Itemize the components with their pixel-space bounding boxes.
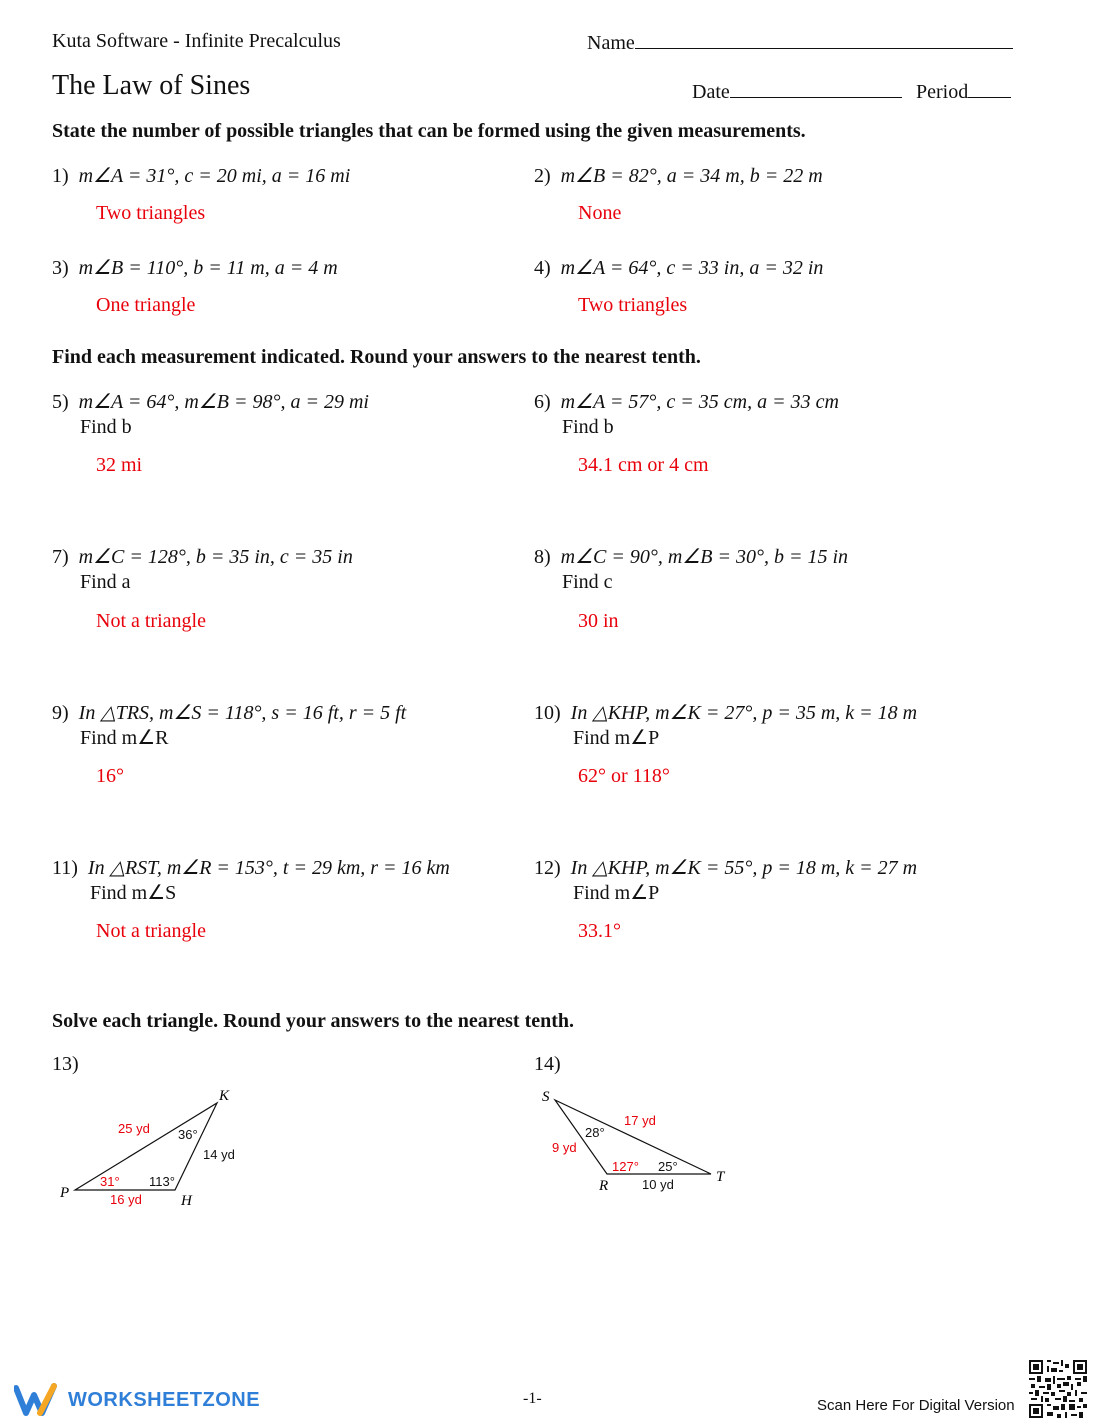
problem-7 bbox=[52, 545, 353, 570]
period-line bbox=[968, 79, 1011, 98]
problem-4 bbox=[534, 256, 823, 281]
problem-number: 3) bbox=[52, 257, 69, 279]
problem-12-find: Find m∠P bbox=[573, 882, 660, 904]
vertex-r-label: R bbox=[599, 1178, 609, 1194]
answer-7: Not a triangle bbox=[96, 610, 206, 632]
problem-10-find: Find m∠P bbox=[573, 727, 660, 749]
name-label: Name bbox=[587, 32, 635, 54]
problem-2 bbox=[534, 164, 823, 189]
answer-1: Two triangles bbox=[96, 202, 206, 224]
problem-14-number: 14) bbox=[534, 1053, 561, 1075]
problem-text: m∠C = 128°, b = 35 in, c = 35 in bbox=[78, 546, 353, 568]
angle-s-label: 28° bbox=[585, 1125, 605, 1140]
problem-11 bbox=[52, 856, 450, 881]
problem-13-number: 13) bbox=[52, 1053, 79, 1075]
problem-text: m∠B = 82°, a = 34 m, b = 22 m bbox=[560, 165, 823, 187]
side-pk-label: 25 yd bbox=[118, 1121, 150, 1136]
problem-11-find: Find m∠S bbox=[90, 882, 177, 904]
problem-number: 6) bbox=[534, 391, 551, 413]
problem-6 bbox=[534, 390, 839, 415]
qr-code-icon[interactable] bbox=[1029, 1360, 1087, 1418]
problem-text: m∠C = 90°, m∠B = 30°, b = 15 in bbox=[560, 546, 849, 568]
vertex-k-label: K bbox=[219, 1088, 230, 1104]
vertex-h-label: H bbox=[181, 1193, 192, 1209]
answer-12: 33.1° bbox=[578, 920, 621, 942]
problem-text: m∠A = 64°, c = 33 in, a = 32 in bbox=[560, 257, 824, 279]
period-field[interactable] bbox=[916, 79, 1011, 104]
answer-2: None bbox=[578, 202, 622, 224]
problem-3 bbox=[52, 256, 338, 281]
angle-k-label: 36° bbox=[178, 1127, 198, 1142]
brand-logo[interactable] bbox=[14, 1383, 260, 1417]
problem-number: 8) bbox=[534, 546, 551, 568]
problem-number: 4) bbox=[534, 257, 551, 279]
problem-number: 2) bbox=[534, 165, 551, 187]
problem-text: m∠B = 110°, b = 11 m, a = 4 m bbox=[78, 257, 338, 279]
answer-9: 16° bbox=[96, 765, 124, 787]
vertex-s-label: S bbox=[542, 1089, 550, 1105]
problem-text: m∠A = 57°, c = 35 cm, a = 33 cm bbox=[560, 391, 839, 413]
vertex-t-label: T bbox=[716, 1169, 725, 1185]
problem-text: In △KHP, m∠K = 55°, p = 18 m, k = 27 m bbox=[570, 857, 918, 879]
answer-11: Not a triangle bbox=[96, 920, 206, 942]
section-instructions-2: Find each measurement indicated. Round your answers to the nearest tenth. bbox=[52, 346, 701, 368]
angle-h-label: 113° bbox=[149, 1174, 175, 1189]
section-instructions-3: Solve each triangle. Round your answers to the nearest tenth. bbox=[52, 1010, 575, 1032]
problem-text: In △TRS, m∠S = 118°, s = 16 ft, r = 5 ft bbox=[78, 702, 407, 724]
page-title: The Law of Sines bbox=[52, 70, 251, 101]
date-label: Date bbox=[692, 81, 730, 103]
problem-1 bbox=[52, 164, 350, 189]
section-instructions-1: State the number of possible triangles that can be formed using the given measurements. bbox=[52, 120, 806, 142]
side-rt-label: 10 yd bbox=[642, 1177, 674, 1192]
answer-5: 32 mi bbox=[96, 454, 143, 476]
side-sr-label: 9 yd bbox=[552, 1140, 577, 1155]
problem-7-find: Find a bbox=[80, 571, 131, 593]
angle-p-label: 31° bbox=[100, 1174, 120, 1189]
answer-4: Two triangles bbox=[578, 294, 688, 316]
problem-8-find: Find c bbox=[562, 571, 613, 593]
vertex-p-label: P bbox=[60, 1185, 70, 1201]
worksheetzone-logo-icon bbox=[14, 1383, 62, 1417]
problem-9 bbox=[52, 701, 406, 726]
answer-6: 34.1 cm or 4 cm bbox=[578, 454, 709, 476]
triangle-13-shape bbox=[75, 1103, 217, 1190]
problem-number: 7) bbox=[52, 546, 69, 568]
problem-number: 1) bbox=[52, 165, 69, 187]
brand-name bbox=[68, 1389, 260, 1412]
problem-text: In △KHP, m∠K = 27°, p = 35 m, k = 18 m bbox=[570, 702, 918, 724]
brand-name-text: WORKSHEETZONE bbox=[68, 1388, 261, 1411]
problem-number: 5) bbox=[52, 391, 69, 413]
problem-8 bbox=[534, 545, 848, 570]
name-field[interactable] bbox=[587, 30, 1013, 55]
problem-5 bbox=[52, 390, 369, 415]
problem-text: m∠A = 64°, m∠B = 98°, a = 29 mi bbox=[78, 391, 369, 413]
name-line bbox=[635, 30, 1013, 49]
answer-8: 30 in bbox=[578, 610, 619, 632]
angle-r-label: 127° bbox=[612, 1159, 639, 1174]
side-ph-label: 16 yd bbox=[110, 1192, 142, 1207]
problem-5-find: Find b bbox=[80, 416, 132, 438]
problem-number: 11) bbox=[52, 857, 78, 879]
period-label: Period bbox=[916, 81, 969, 103]
triangle-13-diagram bbox=[50, 1080, 270, 1215]
problem-text: m∠A = 31°, c = 20 mi, a = 16 mi bbox=[78, 165, 351, 187]
problem-number: 9) bbox=[52, 702, 69, 724]
problem-9-find: Find m∠R bbox=[80, 727, 169, 749]
problem-6-find: Find b bbox=[562, 416, 614, 438]
problem-number: 10) bbox=[534, 702, 561, 724]
triangle-14-diagram bbox=[535, 1082, 740, 1197]
page-number: -1- bbox=[523, 1390, 542, 1407]
date-line bbox=[730, 79, 902, 98]
problem-10 bbox=[534, 701, 917, 726]
scan-instruction: Scan Here For Digital Version bbox=[817, 1397, 1015, 1414]
angle-t-label: 25° bbox=[658, 1159, 678, 1174]
answer-10: 62° or 118° bbox=[578, 765, 670, 787]
answer-3: One triangle bbox=[96, 294, 196, 316]
side-kh-label: 14 yd bbox=[203, 1147, 235, 1162]
problem-number: 12) bbox=[534, 857, 561, 879]
publisher-label: Kuta Software - Infinite Precalculus bbox=[52, 30, 341, 52]
problem-text: In △RST, m∠R = 153°, t = 29 km, r = 16 km bbox=[87, 857, 450, 879]
problem-12 bbox=[534, 856, 917, 881]
date-field[interactable] bbox=[692, 79, 902, 104]
side-st-label: 17 yd bbox=[624, 1113, 656, 1128]
